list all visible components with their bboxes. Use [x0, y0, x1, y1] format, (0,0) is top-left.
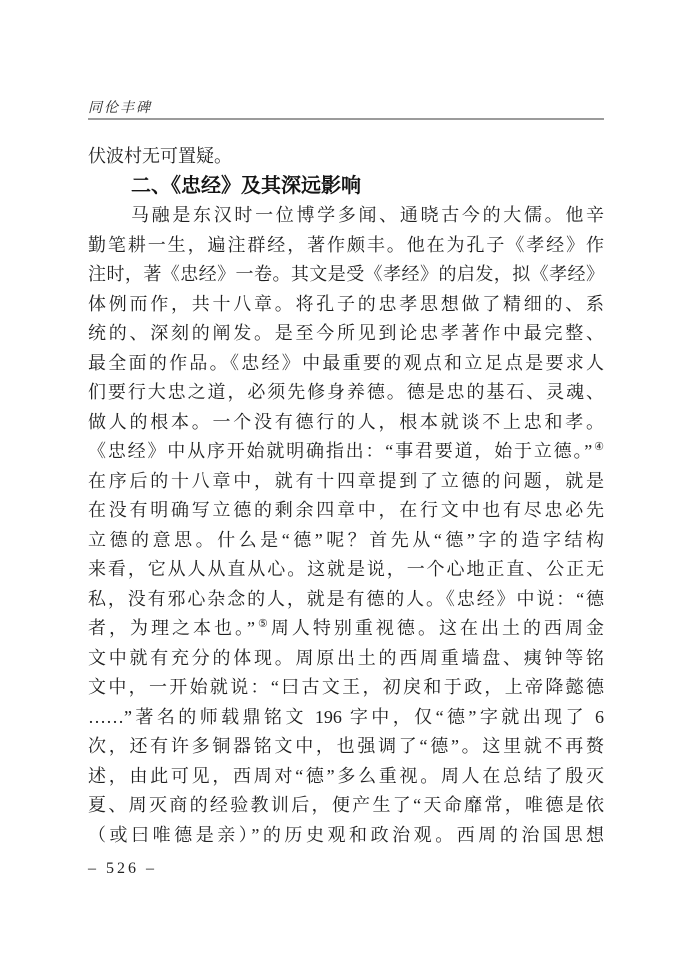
text-line: 最全面的作品。《忠经》中最重要的观点和立足点是要求人 — [88, 352, 604, 373]
text-line: 立德的意思。什么是“德”呢？首先从“德”字的造字结构 — [88, 529, 604, 550]
running-header — [88, 97, 604, 117]
running-header-title: 同伦丰碑 — [88, 101, 152, 116]
text-line: ……”著名的师载鼎铭文 196 字中，仅“德”字就出现了 6 — [88, 706, 604, 727]
text-line: 伏波村无可置疑。 — [88, 146, 232, 166]
text-line: 来看，它从人从直从心。这就是说，一个心地正直、公正无 — [88, 559, 604, 579]
section-heading: 二、《忠经》及其深远影响 — [131, 174, 361, 197]
text-line: （或曰唯德是亲）”的历史观和政治观。西周的治国思想 — [88, 824, 604, 845]
text-line: 勤笔耕一生，遍注群经，著作颇丰。他在为孔子《孝经》作 — [88, 234, 604, 255]
text-line: 文中，一开始就说：“曰古文王，初戾和于政，上帝降懿德 — [88, 677, 604, 697]
text-line: 体例而作，共十八章。将孔子的忠孝思想做了精细的、系 — [88, 293, 604, 314]
text-line: 注时，著《忠经》一卷。其文是受《孝经》的启发，拟《孝经》 — [88, 264, 604, 284]
page-number: – 526 – — [88, 860, 157, 877]
text-line: 私，没有邪心杂念的人，就是有德的人。《忠经》中说：“德 — [88, 588, 604, 609]
text-line: 夏、周灭商的经验教训后，便产生了“天命靡常，唯德是依 — [88, 795, 604, 815]
text-line: 述，由此可见，西周对“德”多么重视。周人在总结了殷灭 — [88, 765, 604, 786]
text-line: 马融是东汉时一位博学多闻、通晓古今的大儒。他辛 — [131, 205, 604, 225]
text-line: 次，还有许多铜器铭文中，也强调了“德”。这里就不再赘 — [88, 736, 604, 756]
text-line: 者，为理之本也。”⑤周人特别重视德。这在出土的西周金 — [88, 618, 604, 638]
text-line: 在没有明确写立德的剩余四章中，在行文中也有尽忠必先 — [88, 500, 604, 520]
page-footer — [88, 860, 157, 878]
text-line: 统的、深刻的阐发。是至今所见到论忠孝著作中最完整、 — [88, 323, 604, 343]
header-rule — [88, 118, 604, 120]
text-line: 们要行大忠之道，必须先修身养德。德是忠的基石、灵魂、 — [88, 382, 604, 402]
text-line: 《忠经》中从序开始就明确指出：“事君要道，始于立德。”④ — [88, 441, 604, 461]
body-text — [88, 142, 604, 850]
text-line: 做人的根本。一个没有德行的人，根本就谈不上忠和孝。 — [88, 411, 604, 432]
footnote-marker: ⑤ — [255, 618, 271, 630]
text-line: 在序后的十八章中，就有十四章提到了立德的问题，就是 — [88, 470, 604, 491]
text-line: 文中就有充分的体现。周原出土的西周重墙盘、痍钟等铭 — [88, 647, 604, 668]
footnote-marker: ④ — [592, 441, 604, 453]
